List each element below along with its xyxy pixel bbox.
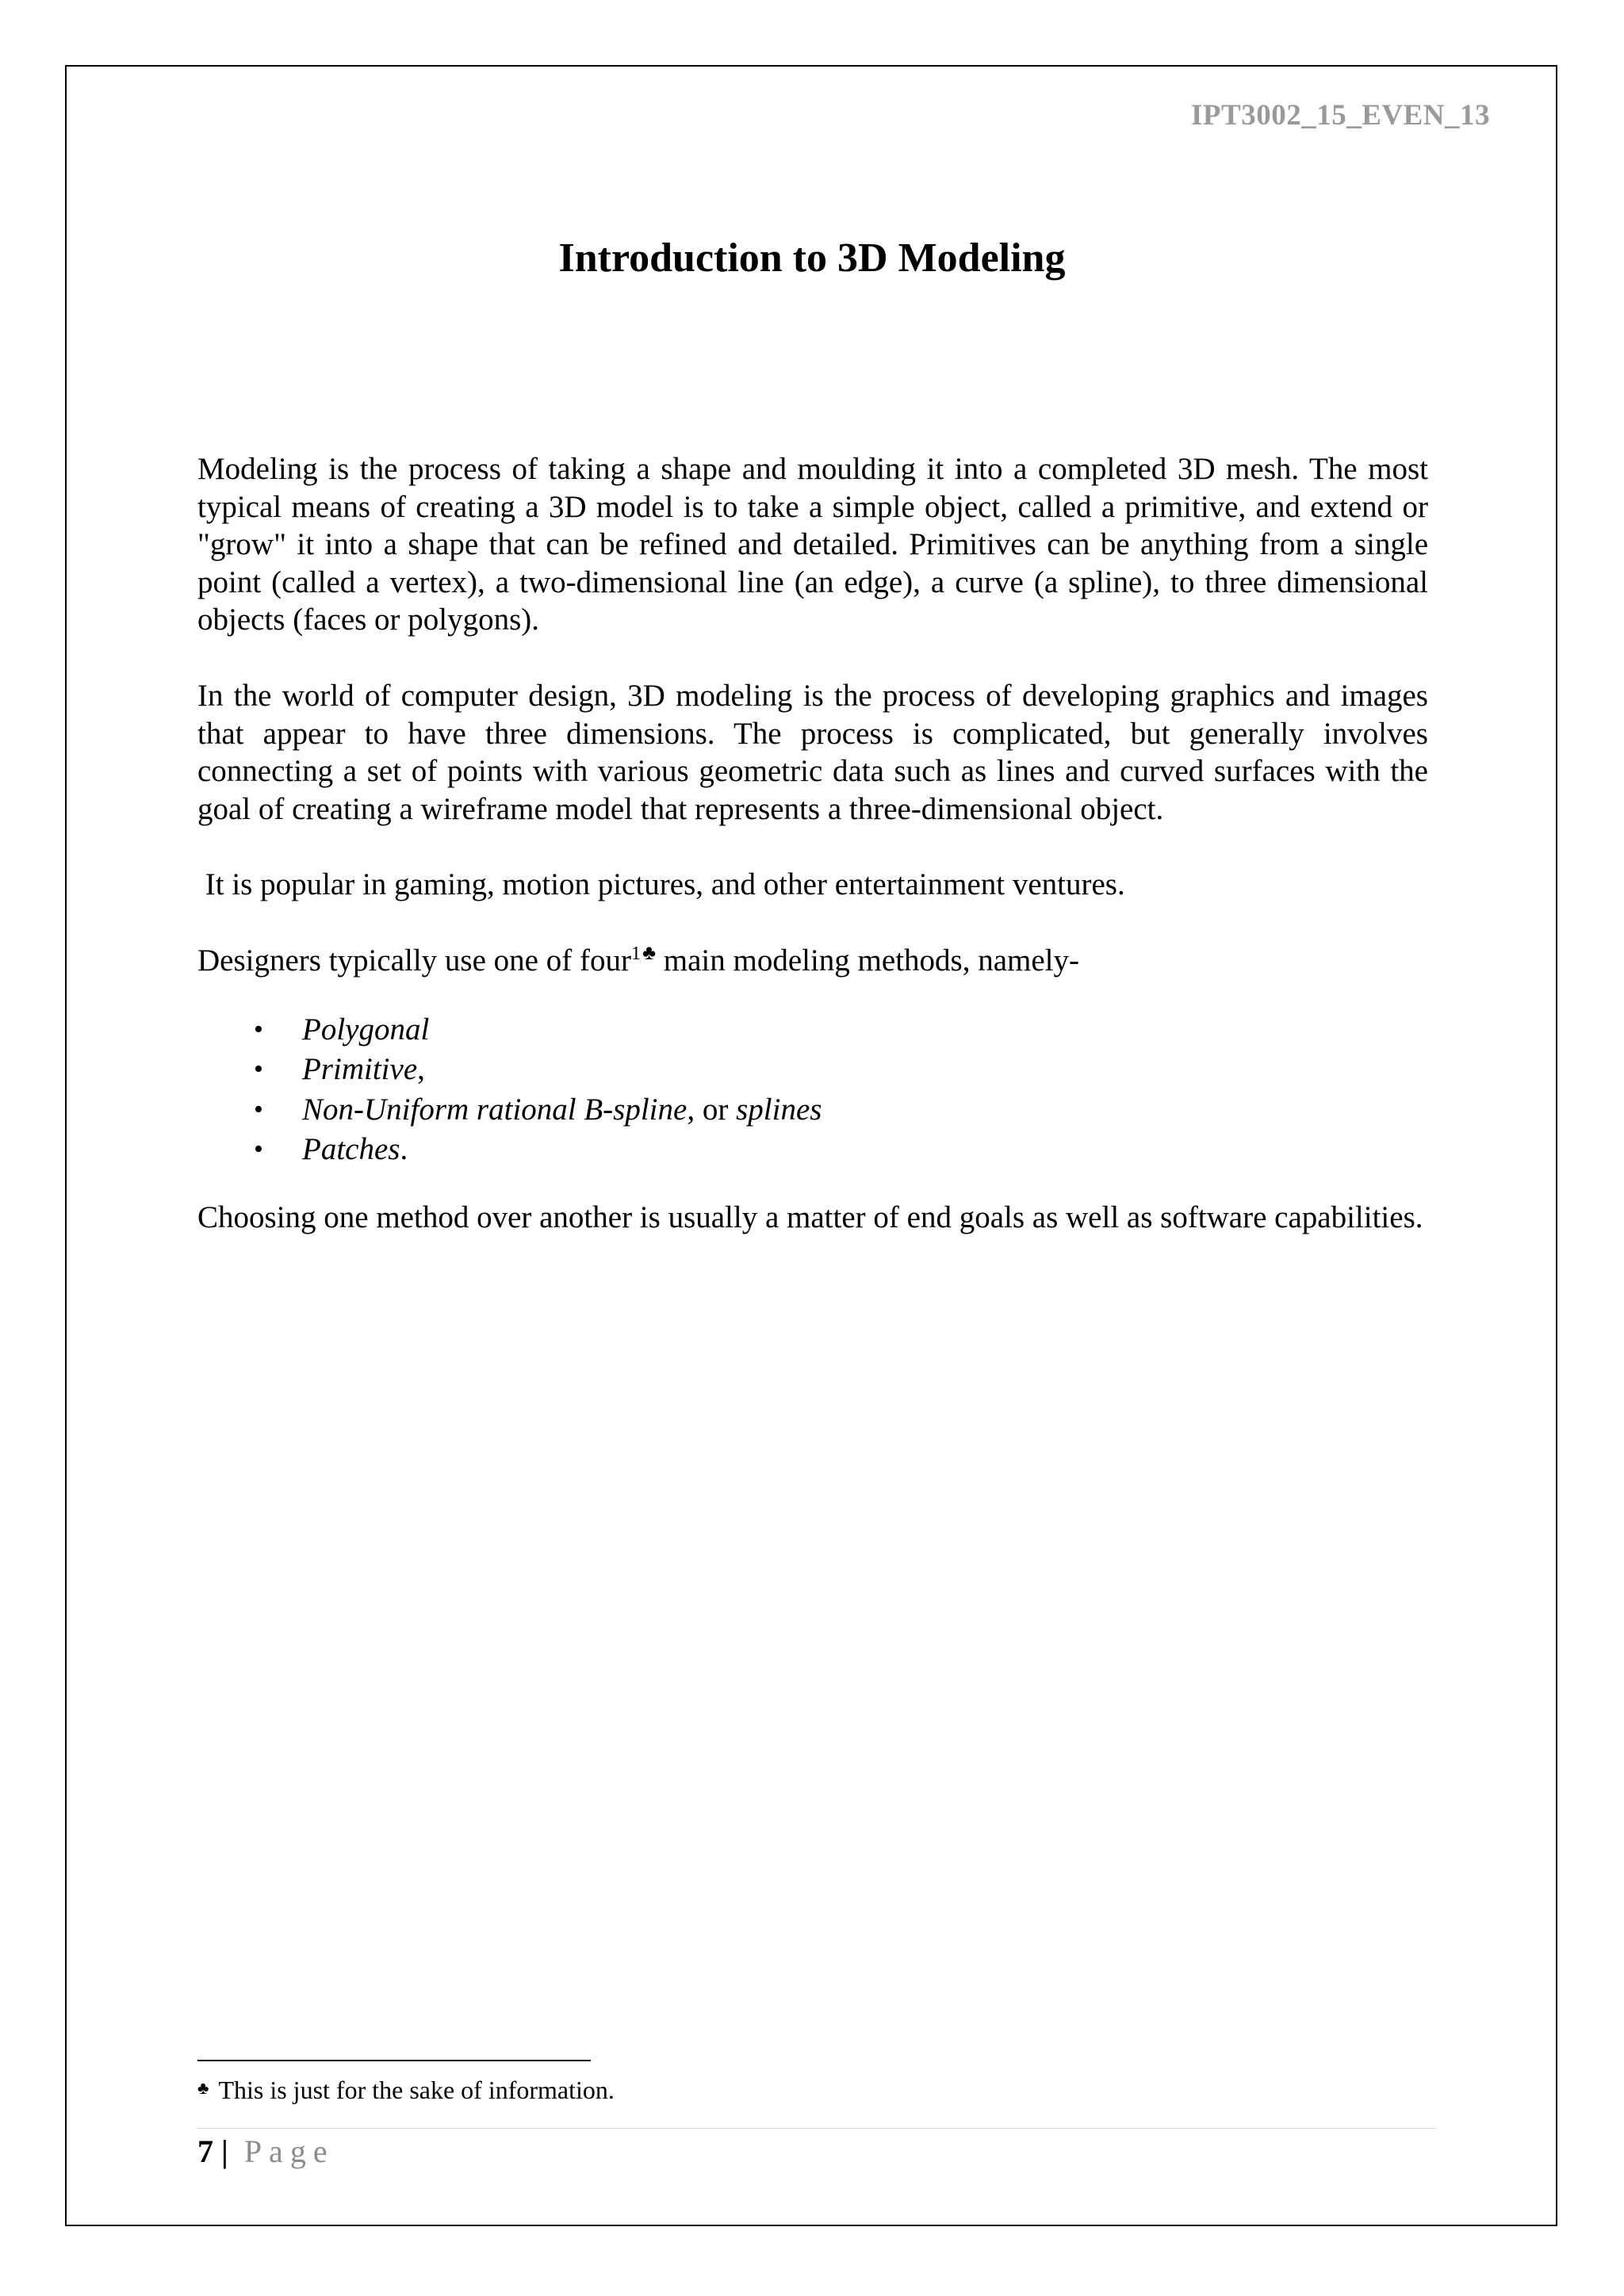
- paragraph-popularity: It is popular in gaming, motion pictures, and other entertainment ventures.: [197, 867, 1125, 902]
- list-item: [197, 1010, 1428, 1050]
- method-patches-punct: .: [400, 1132, 408, 1167]
- bullet-icon: •: [254, 1014, 263, 1044]
- page-title: Introduction to 3D Modeling: [558, 235, 1066, 281]
- page-label: Page: [243, 2133, 335, 2169]
- main-content: [197, 450, 1428, 1274]
- bullet-icon: •: [254, 1094, 263, 1124]
- methods-intro-tail: main modeling methods, namely-: [656, 943, 1079, 978]
- page-footer: [197, 2133, 335, 2170]
- methods-list: [197, 1010, 1428, 1170]
- footnote: [197, 2076, 615, 2105]
- footnote-mark-icon: ♣: [197, 2078, 209, 2098]
- method-nurbs-connector: , or: [687, 1092, 737, 1127]
- page-separator: |: [213, 2133, 236, 2169]
- method-primitive: Primitive: [302, 1052, 418, 1087]
- footer-divider: [197, 2128, 1436, 2129]
- list-item: [197, 1130, 1428, 1170]
- list-item: [197, 1090, 1428, 1131]
- paragraph-computer-design: In the world of computer design, 3D modeling is the process of developing graphics and images that appear to have three dimensions. The process is complicated, but generally involves connecting a set of points with various geometric data such as lines and curved surfaces with the goal of creating a wireframe model that represents a three-dimensional object.: [197, 678, 1428, 826]
- method-splines: splines: [736, 1092, 822, 1127]
- bullet-icon: •: [254, 1135, 263, 1165]
- list-item: [197, 1050, 1428, 1090]
- document-code: IPT3002_15_EVEN_13: [1191, 99, 1490, 132]
- method-nurbs: Non-Uniform rational B-spline: [302, 1092, 688, 1127]
- bullet-icon: •: [254, 1054, 263, 1085]
- method-polygonal: Polygonal: [302, 1012, 430, 1047]
- footnote-separator: [197, 2060, 591, 2061]
- footnote-reference-number[interactable]: 1: [630, 943, 641, 964]
- method-patches: Patches: [302, 1132, 400, 1167]
- methods-intro-text: Designers typically use one of four: [197, 943, 631, 978]
- paragraph-choosing-method: Choosing one method over another is usually a matter of end goals as well as software capabilities.: [197, 1200, 1423, 1234]
- paragraph-methods-intro: [197, 942, 1428, 980]
- paragraph-modeling-definition: Modeling is the process of taking a shape and moulding it into a completed 3D mesh. The most typical means of creating a 3D model is to take a simple object, called a primitive, and extend or "grow" it into a shape that can be refined and detailed. Primitives can be anything from a single point (called a vertex), a two-dimensional line (an edge), a curve (a spline), to three dimensional objects (faces or polygons).: [197, 452, 1428, 637]
- method-primitive-punct: ,: [417, 1052, 425, 1087]
- page-number: 7: [197, 2133, 213, 2169]
- footnote-reference-mark[interactable]: ♣: [642, 940, 656, 964]
- footnote-text: This is just for the sake of information.: [218, 2076, 615, 2104]
